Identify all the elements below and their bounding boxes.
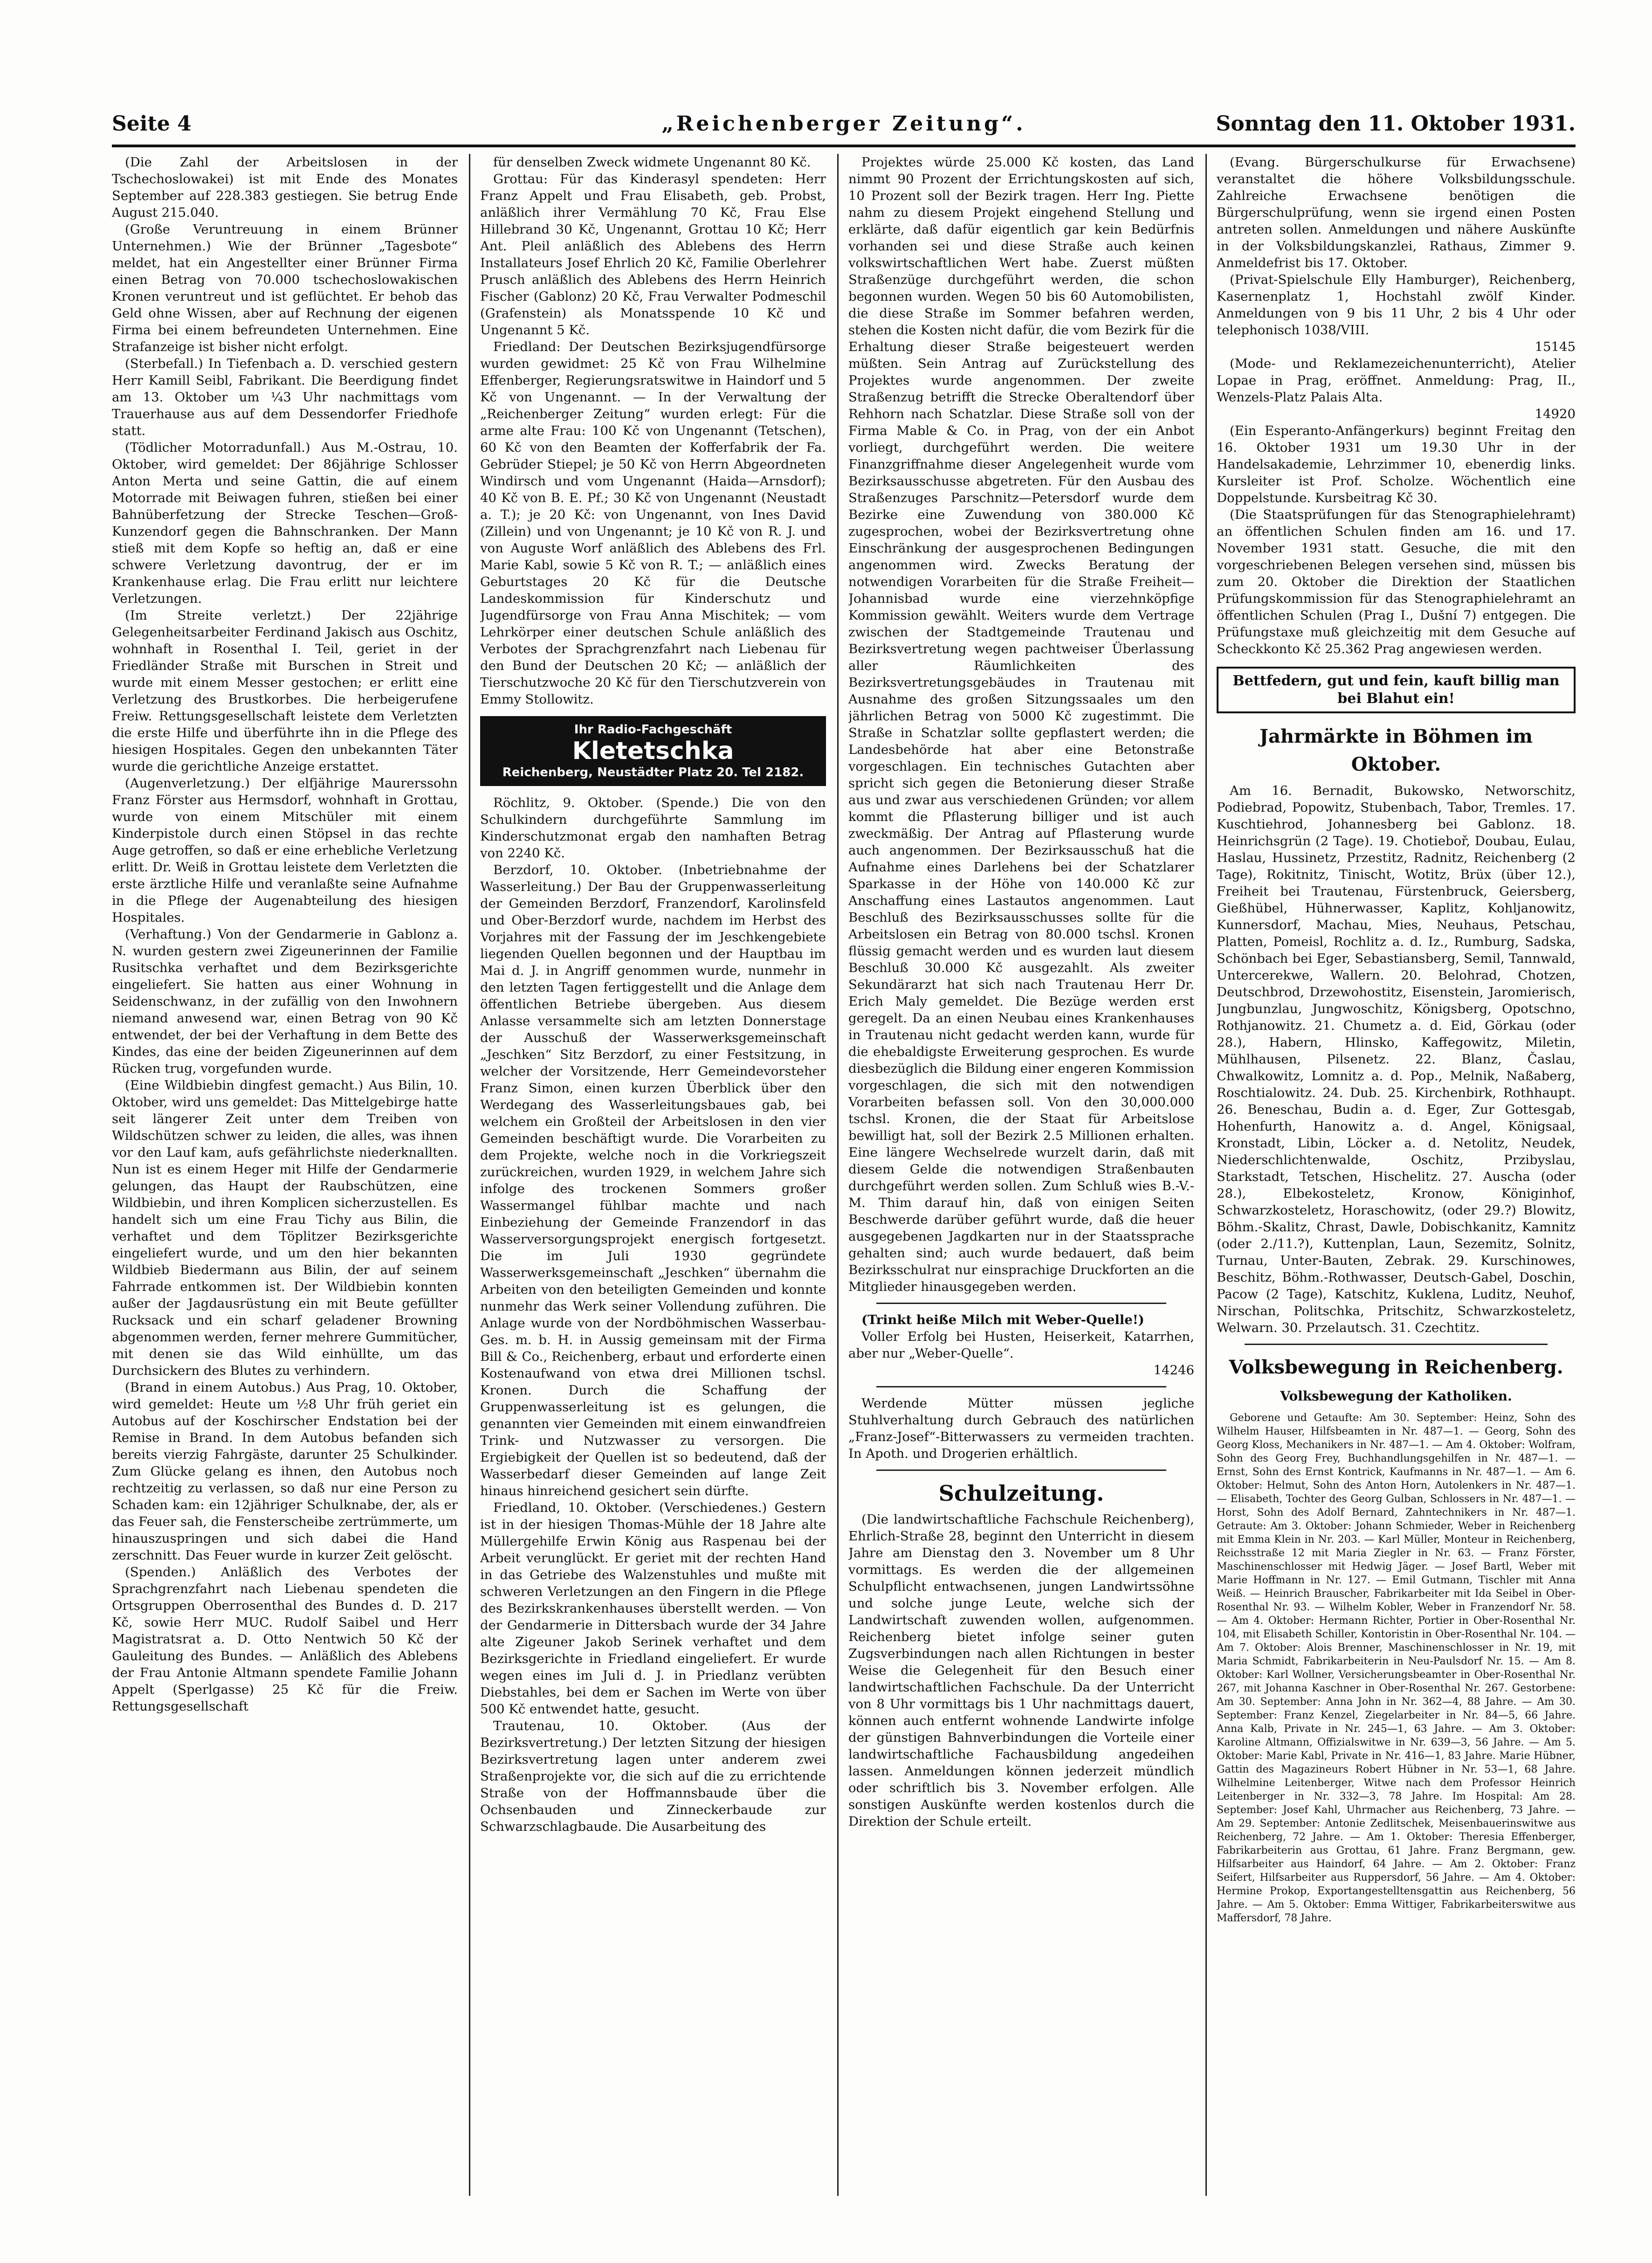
column-divider <box>469 154 470 2196</box>
ad-weber-text: Voller Erfolg bei Husten, Heiserkeit, Katarrhen, aber nur „Weber-Quelle“. <box>848 1329 1194 1361</box>
notice: (Ein Esperanto-Anfängerkurs) beginnt Freitag den 16. Oktober 1931 um 19.30 Uhr in der Handelsakademie, Lehrzimmer 10, ebenerdig links. Kursleiter ist Prof. Scholze. Wöchentlich eine Doppelstunde. Kursbeitrag Kč 30. <box>1217 423 1576 505</box>
article: Projektes würde 25.000 Kč kosten, das Land nimmt 90 Prozent der Errichtungskosten auf sich, 10 Prozent soll der Bezirk tragen. Herr Ing. Piette nahm zu diesem Projekt eingehend Stellung und erklärte, daß dafür eigentlich gar kein Bedürfnis vorhanden sei und diese Straße auch keinen volkswirtschaftlichen Wert habe. Zuerst müßten Straßenzüge durchgeführt werden, die schon begonnen wurden. Wegen 50 bis 60 Automobilisten, die diese Straße im Sommer befahren werden, stehen die Kosten nicht dafür, die vom Bezirk für die Erhaltung dieser Straße beigesteuert werden müßten. Sein Antrag auf Zurückstellung des Projektes wurde angenommen. Der zweite Straßenzug betrifft die Strecke Oberaltendorf über Rehhorn nach Schatzlar. Diese Straße soll von der Firma Mable & Co. in Prag, von der ein Anbot vorliegt, durchgeführt werden. Die weitere Finanzgriffnahme dieser Angelegenheit wurde vom Bezirksausschusse abgetreten. Für den Ausbau des Straßenzuges Parschnitz—Petersdorf wurde dem Bezirke eine Zuwendung von 380.000 Kč zugesprochen, wobei der Bezirksvertretung ohne Einschränkung der ausgesprochenen Bedingungen angenommen wird. Zwecks Beratung der notwendigen Vorarbeiten für die Straße Freiheit—Johannisbad wurde eine vierzehnköpfige Kommission gewählt. Weiters wurde dem Vertrage zwischen der Stadtgemeinde Trautenau und Bezirksvertretung wegen pachtweiser Überlassung aller Räumlichkeiten des Bezirksvertretungsgebäudes in Trautenau mit Ausnahme des großen Sitzungssaales um den jährlichen Betrag von 5000 Kč zugestimmt. Die Straße in Schatzlar sollte gepflastert werden; die Landesbehörde hat aber eine Betonstraße vorgeschlagen. Ein technisches Gutachten aber spricht sich gegen die Betonierung dieser Straße aus und zwar aus verschiedenen Gründen; vor allem kommt die Pflasterung billiger und ist auch zweckmäßig. Der Antrag auf Pflasterung wurde auch angenommen. Der Bezirksausschuß hat die Aufnahme eines Darlehens bei der Schatzlarer Sparkasse in der Höhe von 140.000 Kč zur Anschaffung eines Lastautos angenommen. Laut Beschluß des Bezirksausschusses sollte für die Arbeitslosen ein Betrag von 80.000 tschsl. Kronen flüssig gemacht werden und es wurden laut diesem Beschluß 30.000 Kč ausgezahlt. Als zweiter Sekundärarzt hat sich nach Trautenau Herr Dr. Erich Maly gemeldet. Die Bezüge werden erst geregelt. Da an einen Neubau eines Krankenhauses in Trautenau nicht gedacht werden kann, wurde für die ehebaldigste Erweiterung gesprochen. Es wurde diesbezüglich die Bildung einer engeren Kommission vorgeschlagen, die sich mit den notwendigen Vorarbeiten befassen soll. Von den 30,000.000 tschsl. Kronen, die der Staat für Arbeitslose bewilligt hat, soll der Bezirk 2.5 Millionen erhalten. Eine längere Wechselrede wurzelt darin, daß mit diesem Gelde die notwendigen Straßenbauten durchgeführt werden sollen. Zum Schluß wies B.-V.-M. Thim darauf hin, daß von einigen Seiten Beschwerde darüber geführt wurde, daß die heuer ausgegebenen Jagdkarten nur in der Staatssprache gehalten sind; auch wurde bedauert, daß beim Bezirksschulrat nur einsprachige Druckforten an die Mitglieder hinausgegeben werden. <box>848 155 1194 1294</box>
section-subtitle: Volksbewegung der Katholiken. <box>1280 1388 1512 1404</box>
notice: (Die Staatsprüfungen für das Stenographielehramt) an öffentlichen Schulen finden am 16. und 17. November 1931 statt. Gesuche, die mit den vorgeschriebenen Belegen versehen sind, müssen bis zum 20. Oktober die Direktion der Staatlichen Prüfungskommission für das Stenographielehramt an öffentlichen Schulen (Prag I., Dušní 7) entgegen. Die Prüfungstaxe muß gleichzeitig mit dem Gesuche auf Scheckkonto Kč 25.362 Prag angewiesen werden. <box>1217 507 1576 656</box>
section-title-schulzeitung: Schulzeitung. <box>938 1481 1104 1506</box>
section-title-volksbewegung: Volksbewegung in Reichenberg. <box>1229 1356 1563 1378</box>
ad-number: 15145 <box>1535 339 1576 354</box>
article: Friedland: Der Deutschen Bezirksjugendfürsorge wurden gewidmet: 25 Kč von Frau Wilhelmine Effenberger, Regierungsratswitwe in Haindorf und 5 Kč von Ungenannt. — In der Verwaltung der „Reichenberger Zeitung“ wurden erlegt: Für die arme alte Frau: 100 Kč von Ungenannt (Tetschen), 60 Kč von den Beamten der Kofferfabrik der Fa. Gebrüder Stiepel; je 50 Kč von Herrn Abgeordneten Windirsch und vom Ungenannt (Haida—Arnsdorf); 40 Kč von B. E. Pf.; 30 Kč von Ungenannt (Neustadt a. T.); je 20 Kč: von Ungenannt, von Ines David (Zillein) und von Ungenannt; je 10 Kč von R. J. und von Auguste Worf anläßlich des Ablebens des Frl. Marie Kabl, sowie 5 Kč von R. T.; — anläßlich eines Geburtstages 20 Kč für die Deutsche Landeskommission für Kinderschutz und Jugendfürsorge von Frau Anna Mischitek; — vom Lehrkörper einer deutschen Schule anläßlich des Verbotes der Sprachgrenzfahrt nach Liebenau für den Bund der Deutschen 20 Kč; — anläßlich der Tierschutzwoche 20 Kč für den Tierschutzverein von Emmy Stollowitz. <box>480 339 826 707</box>
article: (Verhaftung.) Von der Gendarmerie in Gablonz a. N. wurden gestern zwei Zigeunerinnen der Familie Rusitschka verhaftet und dem Bezirksgerichte eingeliefert. Sie hatten aus einer Wohnung in Seidenschwanz, in der zufällig von den Inwohnern niemand anwesend war, einen Betrag von 90 Kč entwendet, der bei der Verhaftung in dem Bette des Kindes, das eine der beiden Zigeunerinnen auf dem Rücken trug, vorgefunden wurde. <box>112 927 458 1076</box>
ad-bettfedern: Bettfedern, gut und fein, kauft billig man bei Blahut ein! <box>1217 667 1576 713</box>
ad-mutter: Werdende Mütter müssen jegliche Stuhlverhaltung durch Gebrauch des natürlichen „Franz-Josef“-Bitterwassers zu vermeiden trachten. In Apoth. und Drogerien erhältlich. <box>848 1396 1194 1461</box>
header-rule <box>112 145 1576 147</box>
column-2 <box>480 154 826 2196</box>
newspaper-title: „Reichenberger Zeitung“. <box>661 112 1026 136</box>
article: Röchlitz, 9. Oktober. (Spende.) Die von den Schulkindern durchgeführte Sammlung im Kinderschutzmonat ergab den namhaften Betrag von 2240 Kč. <box>480 795 826 861</box>
article: für denselben Zweck widmete Ungenannt 80 Kč. <box>493 155 811 170</box>
article: (Tödlicher Motorradunfall.) Aus M.-Ostrau, 10. Oktober, wird gemeldet: Der 86jährige Schlosser Anton Merta und seine Gattin, die auf einem Motorrade mit Beiwagen fuhren, stießen bei einer Bahnüberfetzung der Strecke Teschen—Groß-Kunzendorf gegen die Bahnschranken. Der Mann stieß mit dem Kopfe so heftig an, daß er eine schwere Verletzung davontrug, der er im Krankenhause erlag. Die Frau erlitt nur leichtere Verletzungen. <box>112 440 458 606</box>
divider <box>876 1386 1166 1387</box>
column-divider <box>837 154 839 2196</box>
advertisement-kletetschka <box>480 716 826 786</box>
page-number: Seite 4 <box>112 112 192 136</box>
civil-register: Geborene und Getaufte: Am 30. September: Heinz, Sohn des Wilhelm Hauser, Hilfsbeamten in Nr. 487—1. — Georg, Sohn des Georg Kloss, Mechanikers in Nr. 487—1. — Am 4. Oktober: Wolfram, Sohn des Georg Frey, Buchhandlungsgehilfen in Nr. 487—1. — Ernst, Sohn des Ernst Kontrick, Kaufmanns in Nr. 487—1. — Am 6. Oktober: Helmut, Sohn des Anton Horn, Autolenkers in Nr. 487—1. — Elisabeth, Tochter des Georg Gulban, Schlossers in Nr. 487—1. — Horst, Sohn des Adolf Bernard, Zahntechnikers in Nr. 487—1. Getraute: Am 3. Oktober: Johann Schmieder, Weber in Reichenberg mit Emma Klein in Nr. 203. — Karl Müller, Monteur in Reichenberg, Reichsstraße 12 mit Maria Ziegler in Nr. 63. — Franz Förster, Maschinenschlosser mit Hedwig Jäger. — Josef Bartl, Weber mit Marie Hoffmann in Nr. 127. — Emil Gutmann, Tischler mit Anna Weiß. — Heinrich Brauscher, Fabrikarbeiter mit Ida Seibel in Ober-Rosenthal Nr. 93. — Wilhelm Kobler, Weber in Franzendorf Nr. 58. — Am 4. Oktober: Hermann Richter, Portier in Ober-Rosenthal Nr. 104, mit Elisabeth Schiller, Kontoristin in Ober-Rosenthal Nr. 104. — Am 7. Oktober: Alois Brenner, Maschinenschlosser in Nr. 19, mit Maria Schmidt, Fabrikarbeiterin in Neu-Paulsdorf Nr. 15. — Am 8. Oktober: Karl Wollner, Versicherungsbeamter in Ober-Rosenthal Nr. 267, mit Johanna Kaschner in Ober-Rosenthal Nr. 267. Gestorbene: Am 30. September: Anna John in Nr. 362—4, 88 Jahre. — Am 30. September: Franz Kenzel, Ziegelarbeiter in Nr. 84—5, 66 Jahre. Anna Kalb, Private in Nr. 245—1, 63 Jahre. — Am 3. Oktober: Karoline Altmann, Offizialswitwe in Nr. 639—3, 56 Jahre. — Am 5. Oktober: Marie Kabl, Private in Nr. 416—1, 83 Jahre. Marie Hübner, Gattin des Magazineurs Robert Hübner in Nr. 53—1, 68 Jahre. Wilhelmine Leitenberger, Witwe nach dem Professor Heinrich Leitenberger in Nr. 332—3, 78 Jahre. Im Hospital: Am 28. September: Josef Kahl, Uhrmacher aus Reichenberg, 73 Jahre. — Am 29. September: Antonie Zedlitschek, Meisenbauerinswitwe aus Reichenberg, 72 Jahre. — Am 1. Oktober: Theresia Effenberger, Fabrikarbeiterin aus Grottau, 61 Jahre. Franz Bergmann, gew. Hilfsarbeiter aus Haindorf, 64 Jahre. — Am 2. Oktober: Franz Seifert, Hilfsarbeiter aus Ruppersdorf, 56 Jahre. — Am 4. Oktober: Hermine Prokop, Exportangestelltensgattin aus Reichenberg, 56 Jahre. — Am 5. Oktober: Emma Wittiger, Fabrikarbeiterswitwe aus Maffersdorf, 78 Jahre. <box>1217 1412 1576 1924</box>
article: (Große Veruntreuung in einem Brünner Unternehmen.) Wie der Brünner „Tagesbote“ meldet, hat ein Angestellter einer Brünner Firma einen Betrag von 70.000 tschechoslowakischen Kronen veruntreut und ist geflüchtet. Er behob das Geld ohne Wissen, aber auf Rechnung der eigenen Firma bei einem befreundeten Unternehmen. Eine Strafanzeige ist bisher nicht erfolgt. <box>112 222 458 354</box>
notice: (Evang. Bürgerschulkurse für Erwachsene) veranstaltet die höhere Volksbildungsschule. Zahlreiche Erwachsene benötigen die Bürgerschulprüfung, wenn sie irgend einen Posten antreten sollen. Anmeldungen und nähere Auskünfte in der Volksbildungskanzlei, Rathaus, Zimmer 9. Anmeldefrist bis 17. Oktober. <box>1217 155 1576 270</box>
section-title-jahrmaerkte: Jahrmärkte in Böhmen im Oktober. <box>1260 725 1533 775</box>
ad-weber-title: (Trinkt heiße Milch mit Weber-Quelle!) <box>861 1312 1144 1327</box>
notice: (Mode- und Reklamezeichenunterricht), Atelier Lopae in Prag, eröffnet. Anmeldung: Prag, II., Wenzels-Platz Palais Alta. <box>1217 356 1576 405</box>
page-header <box>112 107 1576 140</box>
ad-name: Kletetschka <box>572 737 734 765</box>
newspaper-page <box>112 107 1576 2205</box>
column-4 <box>1217 154 1576 2196</box>
article: (Augenverletzung.) Der elfjährige Maurerssohn Franz Förster aus Hermsdorf, wohnhaft in Grottau, wurde von einem Mitschüler mit einem Kinderpistole durch einen Stöpsel in das rechte Auge getroffen, so daß er eine erhebliche Verletzung erlitt. Dr. Weiß in Grottau leistete dem Verletzten die erste ärztliche Hilfe und veranlaßte seine Aufnahme in die Pflege der Augenabteilung des hiesigen Hospitales. <box>112 776 458 925</box>
divider <box>1245 1344 1548 1345</box>
column-divider <box>1205 154 1207 2196</box>
ad-address: Reichenberg, Neustädter Platz 20. Tel 2182. <box>502 766 804 780</box>
article: (Die Zahl der Arbeitslosen in der Tschechoslowakei) ist mit Ende des Monates September auf 228.383 gestiegen. Sie betrug Ende August 215.040. <box>112 155 458 220</box>
article: (Spenden.) Anläßlich des Verbotes der Sprachgrenzfahrt nach Liebenau spendeten die Ortsgruppen Oberrosenthal des Bundes d. D. 217 Kč, sowie Herr MUC. Rudolf Saibel und Herr Magistratsrat a. D. Otto Nentwich 50 Kč der Gauleitung des Bundes. — Anläßlich des Ablebens der Frau Antonie Altmann spendete Familie Johann Appelt (Sperlgasse) 25 Kč für die Freiw. Rettungsgesellschaft <box>112 1565 458 1714</box>
article: Grottau: Für das Kinderasyl spendeten: Herr Franz Appelt und Frau Elisabeth, geb. Probst, anläßlich ihrer Vermählung 70 Kč, Frau Else Hillebrand 30 Kč, Ungenannt, Grottau 10 Kč; Herr Ant. Pleil anläßlich des Ablebens des Herrn Installateurs Josef Ehrlich 20 Kč, Familie Oberlehrer Prusch anläßlich des Ablebens des Herrn Heinrich Fischer (Gablonz) 20 Kč, Frau Verwalter Podmeschil (Grafenstein) als Monatsspende 10 Kč und Ungenannt 5 Kč. <box>480 172 826 338</box>
divider <box>876 1303 1166 1304</box>
column-1 <box>112 154 458 2196</box>
article: (Eine Wildbiebin dingfest gemacht.) Aus Bilin, 10. Oktober, wird uns gemeldet: Das Mittelgebirge hatte seit längerer Zeit unter dem Treiben von Wildschützen schwer zu leiden, die alles, was ihnen vor den Lauf kam, aufs gefährlichste niederknallten. Nun ist es einem Heger mit Hilfe der Gendarmerie gelungen, das Haupt der Raubschützen, eine Wildbiebin, und ihren Komplicen sicherzustellen. Es handelt sich um eine Frau Tichy aus Bilin, die verhaftet und dem Töplitzer Bezirksgerichte eingeliefert wurde, und um den hier bekannten Wildbieb Biedermann aus Bilin, der auf seinem Fahrrade entkommen ist. Der Wildbiebin konnten außer der Jagdausrüstung ein mit Beute gefüllter Rucksack und ein scharf geladener Browning abgenommen werden, ferner mehrere Gummitücher, mit denen sie das Wild einhüllte, um das Durchsickern des Blutes zu verhindern. <box>112 1078 458 1378</box>
market-list: Am 16. Bernadit, Bukowsko, Networschitz, Podiebrad, Popowitz, Stubenbach, Tabor, Tremles. 17. Kuschtiehrod, Johannesberg bei Gablonz. 18. Heinrichsgrün (2 Tage). 19. Chotieboř, Doubau, Eulau, Haslau, Hussinetz, Przestitz, Radnitz, Reichenberg (2 Tage), Rokitnitz, Tinischt, Wotitz, Brüx (über 12.), Freiheit bei Trautenau, Fürstenbruck, Geiersberg, Gießhübel, Hühnerwasser, Kaplitz, Kohljanowitz, Kunnersdorf, Machau, Mies, Neuhaus, Petschau, Platten, Pomeisl, Rochlitz a. d. Iz., Rumburg, Sadska, Schönbach bei Eger, Sebastiansberg, Semil, Tannwald, Untercerekwe, Wallern. 20. Belohrad, Chotzen, Deutschbrod, Drzewohostitz, Eisenstein, Jaromierisch, Jungbunzlau, Jungwoschitz, Königsberg, Opotschno, Rothjanowitz. 21. Chumetz a. d. Eid, Görkau (oder 28.), Habern, Hlinsko, Kaffegowitz, Miletin, Mühlhausen, Pilsenetz. 22. Blanz, Časlau, Chwalkowitz, Lomnitz a. d. Pop., Melnik, Naßaberg, Roschtialowitz. 24. Dub. 25. Kirchenbirk, Rothhaupt. 26. Beneschau, Budin a. d. Eger, Zur Gottesgab, Hohenfurth, Hanowitz a. d. Angel, Königsaal, Kronstadt, Libin, Löcker a. d. Netolitz, Neudek, Niederschlichtenwalde, Oschitz, Przibyslau, Starkstadt, Tetschen, Hischelitz. 27. Auscha (oder 28.), Elbekosteletz, Kronow, Königinhof, Schwarzkosteletz, Horaschowitz, (oder 29.?) Blowitz, Böhm.-Skalitz, Chrast, Dawle, Dobischkanitz, Kamnitz (oder 2./11.?), Kuttenplan, Laun, Sezemitz, Solnitz, Turnau, Unter-Bauten, Zebrak. 29. Kurschinowes, Beschitz, Böhm.-Rothwasser, Deutsch-Gabel, Doschin, Pacow (2 Tage), Katschitz, Kuklena, Luditz, Neuhof, Nirschan, Politschka, Pritschitz, Schwarzkosteletz, Welwarn. 30. Przelautsch. 31. Czechtitz. <box>1217 783 1576 1335</box>
ad-line: Ihr Radio-Fachgeschäft <box>574 723 732 737</box>
ad-number: 14920 <box>1535 407 1576 421</box>
divider <box>876 1470 1166 1471</box>
article: Berzdorf, 10. Oktober. (Inbetriebnahme der Wasserleitung.) Der Bau der Gruppenwasserleitung der Gemeinden Berzdorf, Franzendorf, Karolinsfeld und Ober-Berzdorf wurde, nachdem im Herbst des Vorjahres mit der Fassung der im Jeschkengebiete liegenden Quellen begonnen und der Hauptbau im Mai d. J. in Angriff genommen wurde, nunmehr in den letzten Tagen fertiggestellt und die Anlage dem öffentlichen Betriebe übergeben. Aus diesem Anlasse versammelte sich am letzten Donnerstage der Ausschuß der Wasserwerksgemeinschaft „Jeschken“ Sitz Berzdorf, zu einer Festsitzung, in welcher der Vorsitzende, Herr Gemeindevorsteher Franz Simon, einen kurzen Überblick über den Werdegang des Wasserleitungsbaues gab, bei welchem ein Großteil der Arbeitslosen in den vier Gemeinden beschäftigt wurde. Die Vorarbeiten zu dem Projekte, welche noch in die Vorkriegszeit zurückreichen, wurden 1929, in welchem Jahre sich infolge des trockenen Sommers großer Wassermangel fühlbar machte und nach Einbeziehung der Gemeinde Franzendorf in das Wasserversorgungsprojekt energisch fortgesetzt. Die im Juli 1930 gegründete Wasserwerksgemeinschaft „Jeschken“ übernahm die Arbeiten von den beteiligten Gemeinden und konnte nunmehr das Werk seiner Vollendung zuführen. Die Anlage wurde von der Nordböhmischen Wasserbau-Ges. m. b. H. in Aussig gemeinsam mit der Firma Bill & Co., Reichenberg, erbaut und erforderte einen Kostenaufwand von etwa drei Millionen tschsl. Kronen. Durch die Schaffung der Gruppenwasserleitung ist es gelungen, die genannten vier Gemeinden mit einem einwandfreien Trink- und Nutzwasser zu versorgen. Die Ergiebigkeit der Quellen ist so bedeutend, daß der Wasserbedarf dieser Gemeinden auf lange Zeit hinaus hinreichend gesichert sein dürfte. <box>480 862 826 1498</box>
article: (Im Streite verletzt.) Der 22jährige Gelegenheitsarbeiter Ferdinand Jakisch aus Oschitz, wohnhaft in Rosenthal I. Teil, geriet in der Friedländer Straße mit Burschen in Streit und wurde mit einem Messer gestochen; er erlitt eine Verletzung des Brustkorbes. Die herbeigerufene Freiw. Rettungsgesellschaft leistete dem Verletzten die erste Hilfe und überführte ihn in die Pflege des hiesigen Hospitales. Gegen den unbekannten Täter wurde die gerichtliche Anzeige erstattet. <box>112 608 458 774</box>
article: (Brand in einem Autobus.) Aus Prag, 10. Oktober, wird gemeldet: Heute um ½8 Uhr früh geriet ein Autobus auf der Koschirscher Endstation bei der Remise in Brand. In dem Autobus befanden sich bereits vierzig Fahrgäste, darunter 25 Schulkinder. Zum Glücke gelang es ihnen, den Autobus noch rechtzeitig zu verlassen, so daß nur eine Person zu Schaden kam: ein 12jähriger Schulknabe, der, als er das Feuer sah, die Fensterscheibe zertrümmerte, um hinauszuspringen und sich dabei die Hand zerschnitt. Das Feuer wurde in kurzer Zeit gelöscht. <box>112 1380 458 1563</box>
notice: (Privat-Spielschule Elly Hamburger), Reichenberg, Kasernenplatz 1, Hochstahl zwölf Kinder. Anmeldungen von 9 bis 11 Uhr, 2 bis 4 Uhr oder telephonisch 1038/VIII. <box>1217 272 1576 338</box>
article: (Sterbefall.) In Tiefenbach a. D. verschied gestern Herr Kamill Seibl, Fabrikant. Die Beerdigung findet am 13. Oktober um ¼3 Uhr nachmittags vom Trauerhause aus auf dem Dessendorfer Friedhofe statt. <box>112 356 458 438</box>
ad-number: 14246 <box>1153 1363 1194 1378</box>
article: (Die landwirtschaftliche Fachschule Reichenberg), Ehrlich-Straße 28, beginnt den Unterricht in diesem Jahre am Dienstag den 3. November um 8 Uhr vormittags. Es werden die der allgemeinen Schulpflicht entwachsenen, jungen Landwirtssöhne und solche junge Leute, welche sich der Landwirtschaft zuwenden wollen, aufgenommen. Reichenberg bietet infolge seiner guten Zugsverbindungen nach allen Richtungen in bester Weise die Gelegenheit für den Besuch einer landwirtschaftlichen Fachschule. Da der Unterricht von 8 Uhr vormittags bis 1 Uhr nachmittags dauert, können auch entfernt wohnende Landwirte infolge der günstigen Bahnverbindungen die Vorteile einer landwirtschaftliche Fachausbildung angedeihen lassen. Anmeldungen können jederzeit mündlich oder schriftlich bis 3. November erfolgen. Alle sonstigen Auskünfte werden kostenlos durch die Direktion der Schule erteilt. <box>848 1512 1194 1829</box>
issue-date: Sonntag den 11. Oktober 1931. <box>1216 112 1576 136</box>
column-3 <box>848 154 1194 2196</box>
article: Friedland, 10. Oktober. (Verschiedenes.) Gestern ist in der hiesigen Thomas-Mühle der 18 Jahre alte Müllergehilfe Erwin König aus Raspenau bei der Arbeit verunglückt. Er geriet mit der rechten Hand in das Getriebe des Walzenstuhles und mußte mit schweren Verletzungen an den Fingern in die Pflege des Bezirkskrankenhauses überstellt werden. — Von der Gendarmerie in Dittersbach wurde der 34 Jahre alte Zigeuner Jakob Serinek verhaftet und dem Bezirksgerichte in Friedland eingeliefert. Er wurde wegen eines im Juli d. J. in Priedlanz verübten Diebstahles, bei dem er Sachen im Werte von über 500 Kč entwendet hatte, gesucht. <box>480 1500 826 1717</box>
article: Trautenau, 10. Oktober. (Aus der Bezirksvertretung.) Der letzten Sitzung der hiesigen Bezirksvertretung lagen unter anderem zwei Straßenprojekte vor, die sich auf die zu errichtende Straße von der Hoffmannsbaude über die Ochsenbauden und Zinneckerbaude zur Schwarzschlagbaude. Die Ausarbeitung des <box>480 1718 826 1834</box>
